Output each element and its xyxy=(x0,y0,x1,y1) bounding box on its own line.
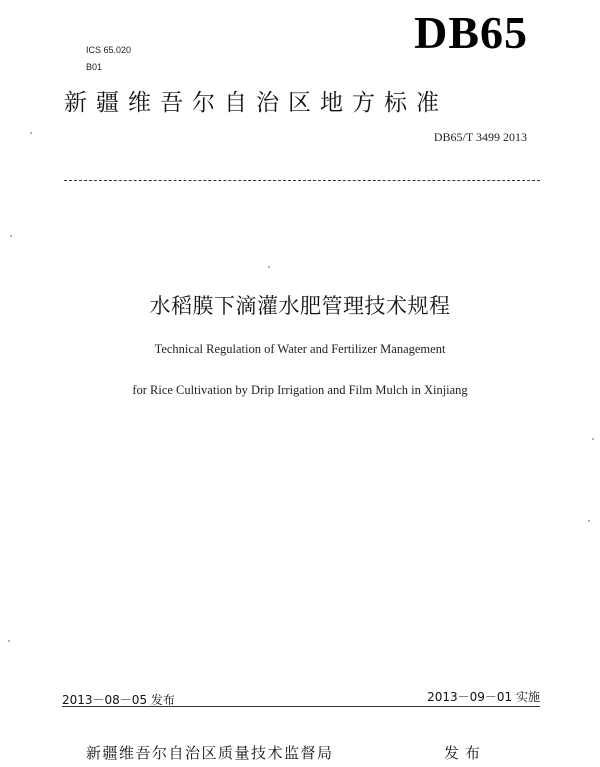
scan-speck xyxy=(8,640,10,642)
scan-speck xyxy=(588,520,590,522)
document-title-cn: 水稻膜下滴灌水肥管理技术规程 xyxy=(149,294,451,318)
scan-speck xyxy=(592,438,594,440)
header-divider xyxy=(64,180,540,181)
standard-category-heading: 新疆维吾尔自治区地方标准 xyxy=(64,90,448,116)
document-title-en-line1: Technical Regulation of Water and Fertilizer Management xyxy=(154,342,446,356)
ics-code: ICS 65.020 xyxy=(86,45,132,55)
issue-label: 发布 xyxy=(444,744,487,762)
issue-date: 2013－08－05 发布 xyxy=(62,693,175,707)
ccs-code: B01 xyxy=(86,62,103,72)
issuing-authority: 新疆维吾尔自治区质量技术监督局 xyxy=(86,744,334,762)
standard-mark: DB65 xyxy=(414,7,528,58)
date-divider xyxy=(62,706,540,707)
scan-speck xyxy=(10,235,12,237)
document-title-en-line2: for Rice Cultivation by Drip Irrigation and Film Mulch in Xinjiang xyxy=(132,383,468,397)
standard-number: DB65/T 3499 2013 xyxy=(433,130,527,144)
scan-speck xyxy=(30,132,32,134)
scan-speck xyxy=(268,266,270,268)
implementation-date: 2013－09－01 实施 xyxy=(427,690,540,704)
